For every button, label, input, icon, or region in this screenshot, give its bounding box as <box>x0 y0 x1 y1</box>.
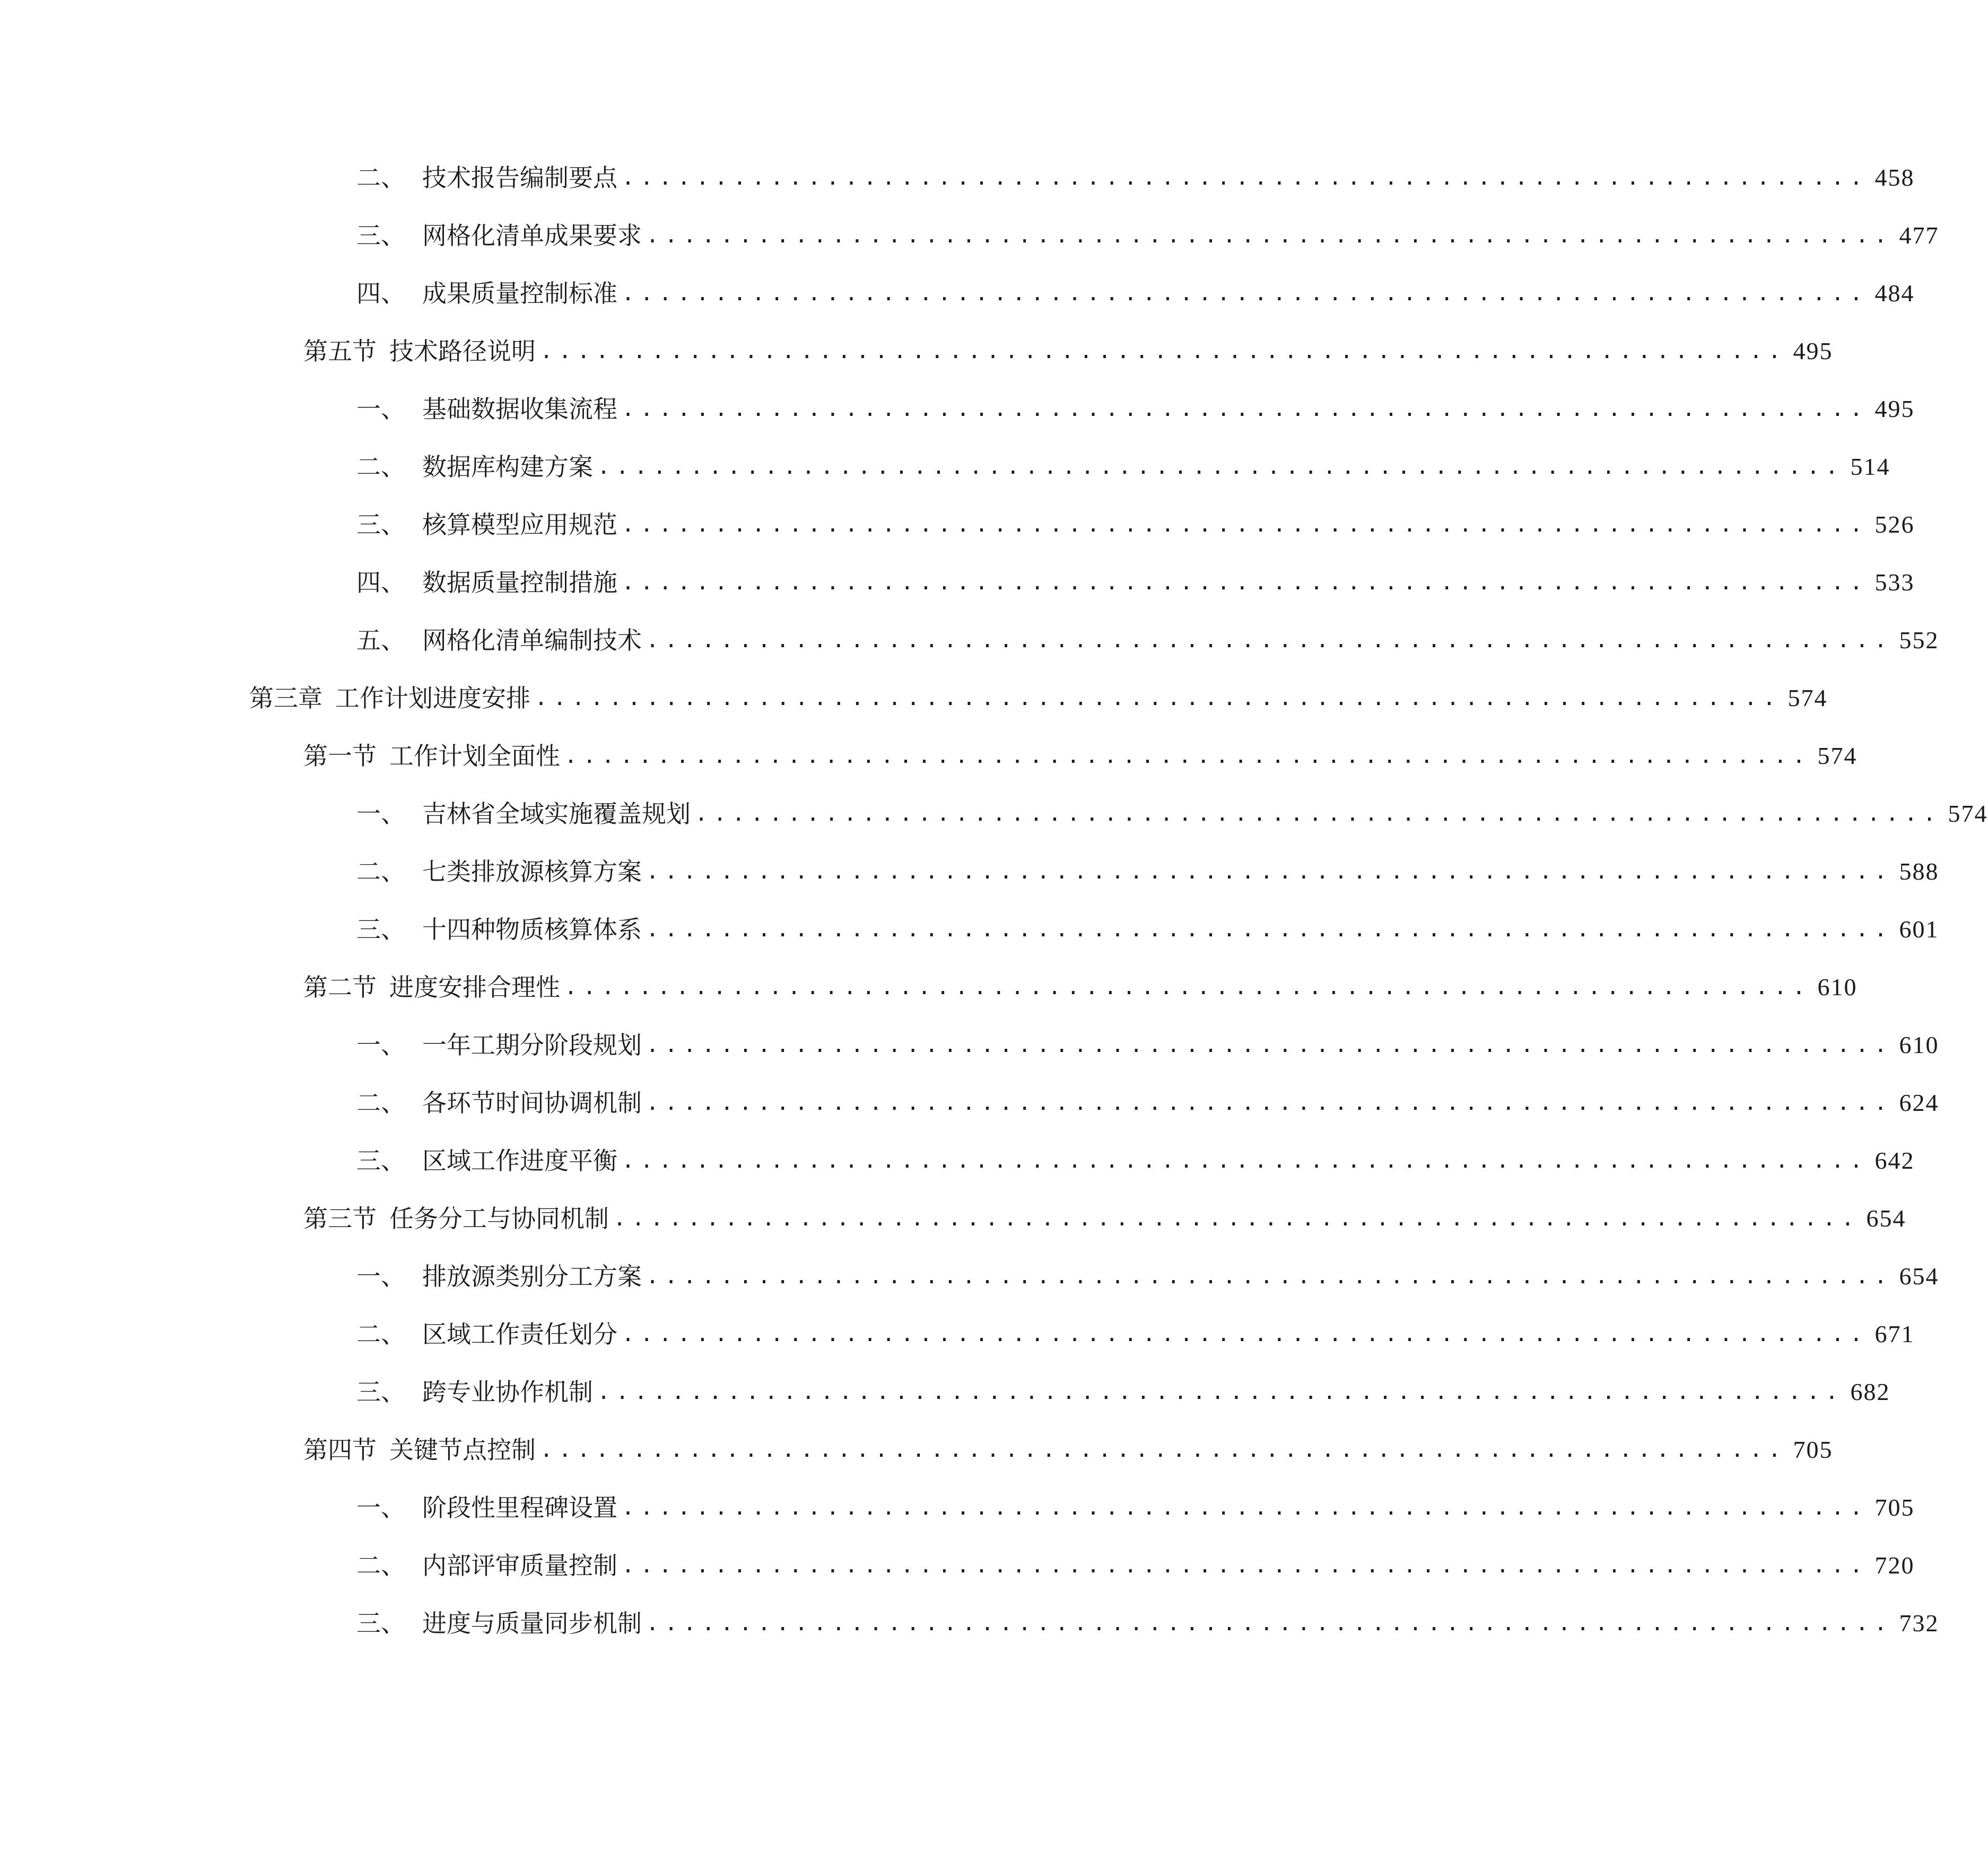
toc-entry-title: 网格化清单编制技术 <box>422 626 642 655</box>
toc-leader-dots: ................................................................... <box>695 802 1942 826</box>
toc-entry-title: 进度与质量同步机制 <box>422 1609 642 1638</box>
toc-entry[interactable] <box>356 853 1939 890</box>
toc-entry-title: 数据质量控制措施 <box>422 568 617 597</box>
toc-entry[interactable] <box>303 737 1858 775</box>
toc-leader-dots: ................................................................... <box>646 1264 1893 1289</box>
toc-entry-title: 跨专业协作机制 <box>422 1378 593 1406</box>
toc-entry[interactable] <box>303 1200 1906 1237</box>
toc-entry[interactable] <box>356 506 1915 543</box>
toc-entry-number: 三、 <box>356 1609 405 1638</box>
toc-entry-number: 一、 <box>356 1262 405 1291</box>
toc-entry[interactable] <box>356 1084 1939 1121</box>
toc-leader-dots: ................................................................... <box>597 455 1844 479</box>
toc-leader-dots: ................................................................... <box>646 628 1893 653</box>
toc-leader-dots: ................................................................... <box>622 166 1869 190</box>
toc-leader-dots: ................................................................... <box>646 917 1893 942</box>
toc-entry[interactable] <box>303 969 1858 1006</box>
toc-entry-number: 五、 <box>356 626 405 655</box>
toc-entry-title: 任务分工与协同机制 <box>389 1204 609 1233</box>
toc-entry-page: 458 <box>1874 164 1915 191</box>
toc-leader-dots: ................................................................... <box>622 1149 1869 1173</box>
toc-leader-dots: ................................................................... <box>597 1380 1844 1404</box>
toc-entry-page: 705 <box>1874 1494 1915 1521</box>
toc-entry[interactable] <box>356 564 1915 601</box>
toc-leader-dots: ................................................................... <box>622 1553 1869 1578</box>
toc-entry-page: 574 <box>1788 684 1828 711</box>
toc-entry-title: 核算模型应用规范 <box>422 510 617 539</box>
toc-entry-number: 第四节 <box>303 1436 377 1464</box>
toc-entry-number: 第一节 <box>303 742 377 770</box>
toc-entry-title: 技术路径说明 <box>389 337 536 366</box>
toc-leader-dots: ................................................................... <box>622 397 1869 421</box>
toc-entry-page: 574 <box>1817 742 1858 769</box>
toc-entry-page: 574 <box>1948 800 1988 827</box>
toc-entry-number: 第五节 <box>303 337 377 366</box>
toc-entry[interactable] <box>356 1489 1915 1526</box>
toc-entry-page: 610 <box>1899 1031 1939 1058</box>
toc-entry-page: 477 <box>1899 222 1939 249</box>
toc-leader-dots: ................................................................... <box>564 744 1811 768</box>
toc-leader-dots: ................................................................... <box>646 859 1893 884</box>
toc-entry[interactable] <box>356 1258 1939 1295</box>
toc-entry-number: 第三章 <box>249 684 322 712</box>
toc-entry-number: 三、 <box>356 1146 405 1175</box>
toc-entry-page: 705 <box>1793 1436 1833 1463</box>
toc-entry-number: 三、 <box>356 915 405 944</box>
toc-entry-page: 588 <box>1899 858 1939 885</box>
toc-entry-number: 三、 <box>356 221 405 250</box>
toc-entry-number: 二、 <box>356 163 405 192</box>
toc-leader-dots: ................................................................... <box>540 1438 1787 1462</box>
toc-entry-page: 732 <box>1899 1610 1939 1637</box>
toc-entry-number: 二、 <box>356 1551 405 1580</box>
toc-entry-page: 601 <box>1899 916 1939 943</box>
toc-entry-page: 514 <box>1850 453 1890 480</box>
toc-entry-number: 三、 <box>356 510 405 539</box>
toc-entry-title: 排放源类别分工方案 <box>422 1262 642 1291</box>
toc-entry-page: 642 <box>1874 1147 1915 1174</box>
toc-entry-title: 一年工期分阶段规划 <box>422 1031 642 1059</box>
toc-leader-dots: ................................................................... <box>622 570 1869 595</box>
toc-entry[interactable] <box>356 622 1939 659</box>
toc-leader-dots: ................................................................... <box>646 1091 1893 1115</box>
toc-entry-number: 一、 <box>356 395 405 423</box>
toc-entry-title: 工作计划进度安排 <box>335 684 530 712</box>
toc-entry[interactable] <box>356 448 1890 485</box>
toc-entry-page: 526 <box>1874 511 1915 538</box>
toc-entry-number: 第三节 <box>303 1204 377 1233</box>
toc-entry[interactable] <box>356 1027 1939 1064</box>
toc-entry[interactable] <box>303 1431 1833 1468</box>
toc-entry-number: 三、 <box>356 1378 405 1406</box>
toc-entry-title: 区域工作进度平衡 <box>422 1146 617 1175</box>
toc-entry-title: 七类排放源核算方案 <box>422 857 642 886</box>
toc-entry-page: 552 <box>1899 627 1939 654</box>
toc-entry-page: 671 <box>1874 1320 1915 1347</box>
toc-entry-page: 533 <box>1874 569 1915 596</box>
toc-leader-dots: ................................................................... <box>646 1611 1893 1636</box>
toc-entry-number: 二、 <box>356 453 405 481</box>
toc-entry[interactable] <box>356 1605 1939 1642</box>
toc-entry-number: 一、 <box>356 1031 405 1059</box>
toc-leader-dots: ................................................................... <box>646 1033 1893 1057</box>
toc-entry-number: 第二节 <box>303 973 377 1002</box>
toc-entry-number: 四、 <box>356 279 405 308</box>
toc-leader-dots: ................................................................... <box>564 975 1811 999</box>
toc-entry-number: 一、 <box>356 799 405 828</box>
toc-entry-page: 682 <box>1850 1378 1890 1405</box>
toc-entry-page: 484 <box>1874 280 1915 307</box>
toc-entry[interactable] <box>356 159 1915 196</box>
toc-entry-title: 数据库构建方案 <box>422 453 593 481</box>
toc-entry[interactable] <box>356 390 1915 428</box>
toc-entry-title: 技术报告编制要点 <box>422 163 617 192</box>
toc-leader-dots: ................................................................... <box>613 1206 1860 1231</box>
toc-entry-title: 网格化清单成果要求 <box>422 221 642 250</box>
toc-entry-number: 一、 <box>356 1493 405 1522</box>
toc-leader-dots: ................................................................... <box>646 223 1893 248</box>
toc-entry-title: 关键节点控制 <box>389 1436 536 1464</box>
toc-entry-title: 各环节时间协调机制 <box>422 1089 642 1117</box>
toc-entry-page: 720 <box>1874 1552 1915 1579</box>
toc-entry[interactable] <box>249 680 1828 717</box>
toc-entry-title: 工作计划全面性 <box>389 742 560 770</box>
toc-entry-page: 624 <box>1899 1089 1939 1116</box>
toc-entry-page: 654 <box>1866 1205 1906 1232</box>
toc-entry-number: 二、 <box>356 857 405 886</box>
toc-entry[interactable] <box>356 217 1939 254</box>
toc-entry[interactable] <box>356 911 1939 948</box>
toc-entry-title: 吉林省全域实施覆盖规划 <box>422 799 691 828</box>
toc-entry[interactable] <box>356 1373 1890 1411</box>
toc-entry-page: 495 <box>1874 395 1915 422</box>
toc-leader-dots: ................................................................... <box>540 339 1787 363</box>
toc-leader-dots: ................................................................... <box>622 512 1869 537</box>
toc-entry-page: 654 <box>1899 1263 1939 1290</box>
toc-entry-title: 成果质量控制标准 <box>422 279 617 308</box>
toc-entry[interactable] <box>356 1547 1915 1584</box>
toc-entry-number: 二、 <box>356 1089 405 1117</box>
toc-entry[interactable] <box>356 795 1988 832</box>
toc-entry-page: 495 <box>1793 337 1833 364</box>
toc-leader-dots: ................................................................... <box>622 1495 1869 1520</box>
toc-entry[interactable] <box>356 275 1915 312</box>
toc-entry-number: 二、 <box>356 1320 405 1349</box>
toc-entry-title: 内部评审质量控制 <box>422 1551 617 1580</box>
toc-leader-dots: ................................................................... <box>622 1322 1869 1346</box>
toc-entry-number: 四、 <box>356 568 405 597</box>
toc-entry-page: 610 <box>1817 973 1858 1001</box>
toc-leader-dots: ................................................................... <box>622 281 1869 306</box>
toc-entry-title: 阶段性里程碑设置 <box>422 1493 617 1522</box>
toc-entry[interactable] <box>303 333 1833 370</box>
toc-entry-title: 十四种物质核算体系 <box>422 915 642 944</box>
toc-entry-title: 区域工作责任划分 <box>422 1320 617 1349</box>
toc-entry-title: 基础数据收集流程 <box>422 395 617 423</box>
toc-leader-dots: ................................................................... <box>535 686 1782 710</box>
toc-entry-title: 进度安排合理性 <box>389 973 560 1002</box>
toc-entry[interactable] <box>356 1316 1915 1353</box>
toc-entry[interactable] <box>356 1142 1915 1179</box>
